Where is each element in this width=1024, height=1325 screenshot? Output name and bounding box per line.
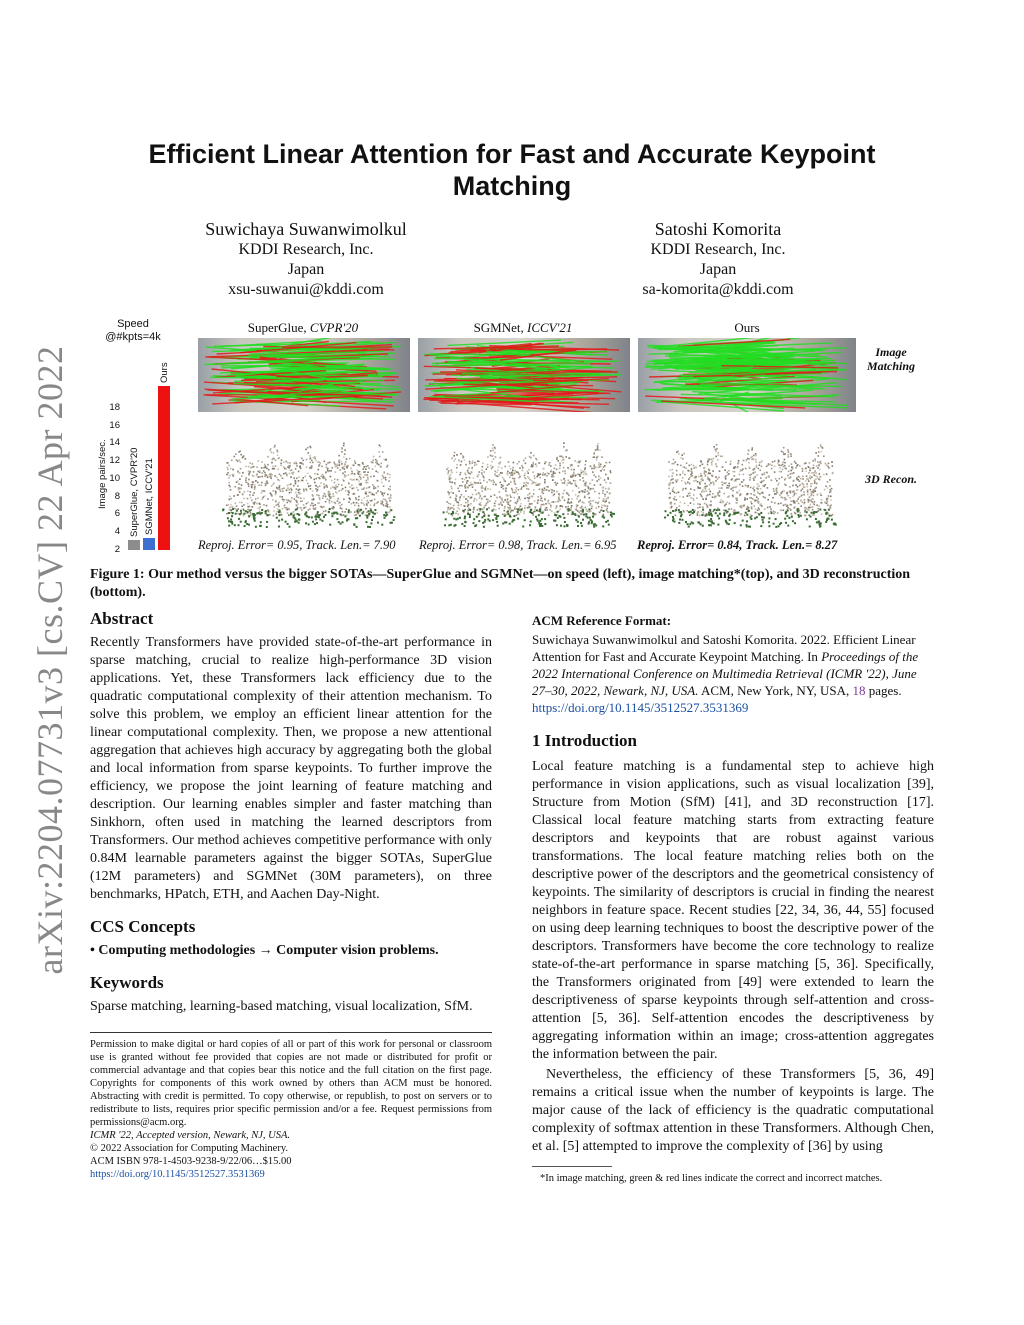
acm-reference: ACM Reference Format: Suwichaya Suwanwimolkul and Satoshi Komorita. 2022. Efficient Linear Attention for Fast and Accurate Keypoint Matching. In Proceedings of the 2022 International Conference on Multimedia Retrieval (ICMR '22), June 27–30, 2022, Newark, NJ, USA. ACM, New York, NY, USA, 18 pages. https://doi.org/10.1145/3512527.3531369 — [532, 612, 934, 716]
intro-section — [532, 730, 934, 1156]
author-email[interactable]: xsu-suwanui@kddi.com — [228, 281, 384, 298]
row-label-3d-recon: 3D Recon. — [865, 472, 917, 486]
author-affiliation: KDDI Research, Inc. — [650, 241, 786, 258]
footnote-rule — [532, 1166, 612, 1167]
matching-image-ours — [638, 338, 856, 412]
y-tick-label: 4 — [114, 526, 120, 538]
author-affiliation: KDDI Research, Inc. — [238, 241, 374, 258]
abstract-heading: Abstract — [90, 609, 154, 628]
keywords-text: Sparse matching, learning-based matching, visual localization, SfM. — [90, 999, 473, 1014]
chart-title-line1: Speed — [117, 318, 149, 330]
metric-ours: Reproj. Error= 0.84, Track. Len.= 8.27 — [637, 538, 838, 552]
bar-category-label: SuperGlue, CVPR'20 — [129, 447, 140, 538]
intro-heading: 1 Introduction — [532, 731, 638, 750]
permission-doi-link[interactable]: https://doi.org/10.1145/3512527.3531369 — [90, 1169, 265, 1180]
y-tick-label: 2 — [114, 544, 120, 555]
author-name: Suwichaya Suwanwimolkul — [205, 219, 407, 239]
row-label-image-matching: Image Matching — [866, 345, 915, 373]
permission-isbn: ACM ISBN 978-1-4503-9238-9/22/06…$15.00 — [90, 1156, 292, 1167]
y-tick-label: 14 — [109, 437, 120, 449]
paper-title: Efficient Linear Attention for Fast and Accurate Keypoint Matching — [148, 139, 876, 201]
recon-sgmnet — [438, 420, 618, 530]
acm-doi-link[interactable]: https://doi.org/10.1145/3512527.3531369 — [532, 700, 749, 715]
speed-chart — [98, 318, 190, 558]
ccs-text: • Computing methodologies → Computer vision problems. — [90, 943, 439, 958]
chart-ylabel: Image pairs/sec. — [97, 439, 108, 509]
permission-copyright: © 2022 Association for Computing Machinery. — [90, 1143, 289, 1154]
matching-image-superglue — [198, 338, 410, 412]
y-tick-label: 16 — [109, 419, 120, 431]
author-block-2 — [568, 218, 868, 300]
chart-title-line2: @#kpts=4k — [105, 331, 161, 343]
col-label-ours: Ours — [734, 320, 760, 335]
matching-image-sgmnet — [418, 338, 630, 412]
ccs-heading: CCS Concepts — [90, 917, 196, 936]
recon-ours — [660, 420, 840, 530]
author-name: Satoshi Komorita — [654, 219, 782, 239]
permission-rule — [90, 1032, 492, 1033]
permission-block — [90, 1038, 492, 1181]
y-tick-label: 6 — [114, 508, 120, 520]
bar-category-label: Ours — [159, 362, 170, 384]
arxiv-id: arXiv:2204.07731v3 [cs.CV] 22 Apr 2022 — [30, 345, 70, 975]
col-label-superglue: SuperGlue, CVPR'20 — [247, 320, 359, 335]
abstract-text: Recently Transformers have provided state-of-the-art performance in sparse matching, crucial to realize high-performance 3D vision applications. Yet, these Transformers lack efficiency due to the quadratic computational complexity of their attention mechanism. To solve this problem, we employ an efficient linear attention for the linear computational complexity. Then, we propose a new attentional aggregation that achieves high accuracy by aggregating both the global and local information from sparse keypoints. To further improve the efficiency, we propose the joint learning of feature matching and description. Our learning enables simpler and faster matching than Sinkhorn, often used in matching the learned descriptors from Transformers. Our method achieves competitive performance with only 0.84M learnable parameters against the bigger SOTAs, SuperGlue (12M parameters) and SGMNet (30M parameters), on three benchmarks, HPatch, ETH, and Aachen Day-Night. — [90, 635, 492, 902]
author-country: Japan — [287, 261, 325, 278]
permission-venue: ICMR '22, Accepted version, Newark, NJ, USA. — [90, 1130, 291, 1141]
author-block-1 — [156, 218, 456, 300]
y-tick-label: 8 — [114, 490, 120, 502]
permission-text: Permission to make digital or hard copies of all or part of this work for personal or classroom use is granted without fee provided that copies are not made or distributed for profit or commercial advantage and that copies bear this notice and the full citation on the first page. Copyrights for components of this work owned by others than ACM must be honored. Abstracting with credit is permitted. To copy otherwise, or republish, to post on servers or to redistribute to lists, requires prior specific permission and/or a fee. Request permissions from permissions@acm.org. — [90, 1039, 492, 1128]
intro-paragraph-1: Local feature matching is a fundamental step to achieve high performance in vision applications, such as visual localization [39], Structure from Motion (SfM) [41], and 3D reconstruction [17]. Classical local feature matching starts from extracting feature descriptors and keypoints that are robust against various transformations. The local feature matching relies both on the descriptive power of the descriptors and the geometrical consistency of keypoints. The similarity of descriptors is crucial in finding the nearest neighbors in feature space. Recent studies [22, 34, 36, 44, 55] focused on using deep learning techniques to boost the descriptive power of the descriptors. Transformers have become the core technology to realize state-of-the-art performance in sparse matching [5, 36]. Specifically, the Transformers originated from [49] were extended to learn the descriptiveness of sparse keypoints through self-attention and cross-attention [5, 36]. Self-attention encodes the descriptiveness by aggregating information within an image; cross-attention aggregates the information between the pair. — [532, 759, 934, 1062]
bar-category-label: SGMNet, ICCV'21 — [144, 458, 155, 536]
match-lines — [638, 338, 856, 412]
metric-superglue: Reproj. Error= 0.95, Track. Len.= 7.90 — [198, 538, 396, 552]
figure-caption: Figure 1: Our method versus the bigger SOTAs—SuperGlue and SGMNet—on speed (left), image matching*(top), and 3D reconstruction (bottom). — [90, 567, 911, 600]
bar-ours — [158, 386, 170, 550]
metric-sgmnet: Reproj. Error= 0.98, Track. Len.= 6.95 — [419, 538, 617, 552]
match-lines — [418, 338, 630, 412]
col-label-sgmnet: SGMNet, ICCV'21 — [473, 320, 573, 335]
recon-superglue — [218, 420, 398, 530]
author-email[interactable]: sa-komorita@kddi.com — [642, 281, 794, 298]
y-tick-label: 18 — [109, 401, 120, 413]
acm-ref-heading: ACM Reference Format: — [532, 613, 672, 628]
pages-link[interactable]: 18 — [852, 683, 866, 698]
keywords-heading: Keywords — [90, 973, 164, 992]
author-country: Japan — [699, 261, 737, 278]
left-column — [90, 608, 492, 1016]
y-tick-label: 12 — [109, 455, 120, 467]
y-tick-label: 10 — [109, 472, 120, 484]
match-lines — [198, 338, 410, 412]
arxiv-sidebar — [20, 345, 80, 975]
footnote: *In image matching, green & red lines indicate the correct and incorrect matches. — [540, 1173, 883, 1184]
bar-superglue — [128, 540, 140, 550]
intro-paragraph-2: Nevertheless, the efficiency of these Transformers [5, 36, 49] remains a critical issue when the number of keypoints is large. The major cause of the lack of efficiency is the quadratic computational complexity of softmax attention in these Transformers. Although Chen, et al. [5] attempted to improve the complexity of [36] by using — [532, 1067, 934, 1154]
bar-sgmnet — [143, 538, 155, 550]
